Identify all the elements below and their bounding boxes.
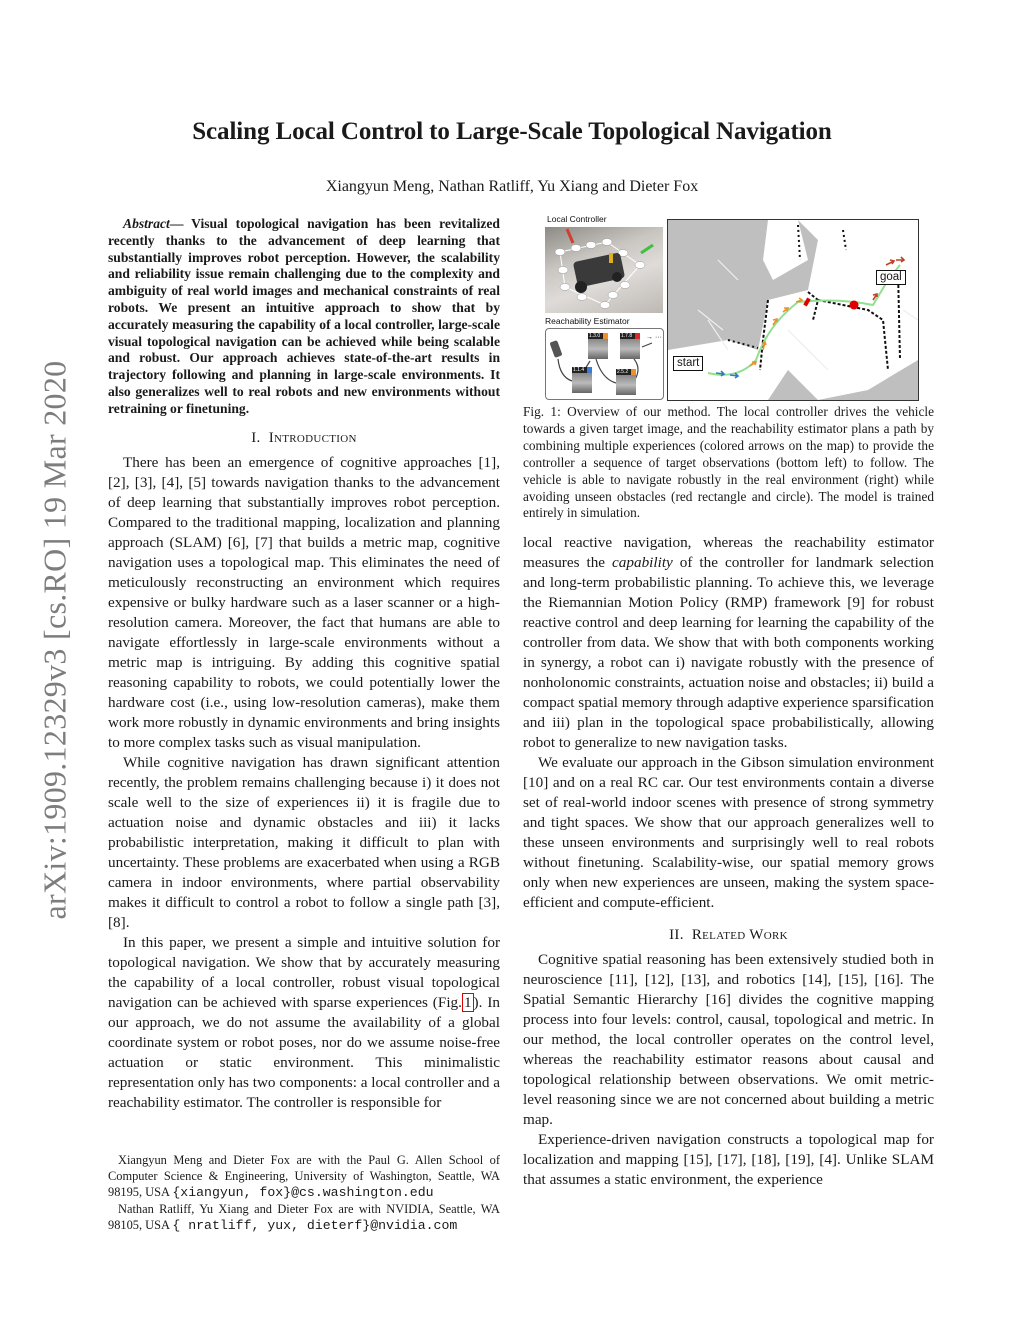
footnote-nvidia: [108, 1201, 500, 1234]
footnote-uw: [108, 1152, 500, 1201]
thumbnail-tag: 1.1.4: [572, 367, 592, 373]
arxiv-stamp: arXiv:1909.12329v3 [cs.RO] 19 Mar 2020: [36, 360, 73, 920]
section-heading-introduction: [108, 428, 500, 448]
thumbnail-color-swatch: [631, 369, 636, 375]
footnote-uw-text: Xiangyun Meng and Dieter Fox are with the Paul G. Allen School of Computer Science & Engineering, University of Washington, Seattle, WA 98195, USA: [108, 1153, 500, 1199]
occupancy-map: [667, 219, 919, 401]
figure-1: [543, 213, 935, 401]
intro-paragraph-2: While cognitive navigation has drawn significant attention recently, the problem remains challenging because i) it does not scale well to the size of experiences ii) it is fragile due to actuation noise and dynamic obstacles and iii) it lacks probabilistic interpretation, making it difficult to plan with uncertainty. These problems are exacerbated when using a RGB camera in indoor environments, where partial observability makes it difficult to control a robot to follow a single path [3], [8].: [108, 753, 500, 931]
section-number: I.: [251, 429, 261, 446]
abstract-text: Visual topological navigation has been revitalized recently thanks to the advancement of deep learning that substantially improves robot perception. However, the scalability and reliability issue remain challenging due to the complexity and ambiguity of real world images and mechanical constraints of real robots. We present an intuitive approach to show that by accurately measuring the capability of a local controller, large-scale visual topological navigation can be achieved while being scalable and robust. Our approach achieves state-of-the-art results in trajectory following and planning in large-scale environments. It also generalizes well to real robots and new environments without retraining or finetuning.: [108, 216, 500, 416]
thumbnail-tag: 1.7.8: [620, 333, 640, 339]
reachability-estimator-label: Reachability Estimator: [545, 316, 630, 326]
figure-1-caption: Fig. 1: Overview of our method. The local controller drives the vehicle towards a given target image, and the reachability estimator plans a path by combining multiple experiences (colored arrows on the map) to provide the controller a sequence of target observations (bottom left) to follow. The vehicle is able to navigate robustly in the real environment (right) while avoiding unseen obstacles (red rectangle and circle). The model is trained entirely in simulation.: [523, 404, 934, 521]
figure-1-link[interactable]: 1: [463, 993, 472, 1011]
related-paragraph-1: Cognitive spatial reasoning has been extensively studied both in neuroscience [11], [12], [13], and robotics [14], [15], [16]. The Spatial Semantic Hierarchy [16] divides the cognitive mapping process into four levels: control, causal, topological and metric. In our method, the local controller operates on the control level, whereas the reachability estimator reasons about causal and topological relationship between observations. We omit metric-level reasoning since we are not concerned about building a metric map.: [523, 951, 934, 1128]
footnote-uw-email: {xiangyun, fox}@cs.washington.edu: [172, 1185, 434, 1200]
thumbnail-tag: 1.3.0: [588, 333, 608, 339]
abstract: [108, 216, 500, 418]
reachability-estimator-panel: [545, 328, 664, 400]
continuation-ellipsis: → ···: [646, 334, 662, 341]
paper-title: Scaling Local Control to Large-Scale Topological Navigation: [192, 118, 832, 145]
paper-authors: Xiangyun Meng, Nathan Ratliff, Yu Xiang and Dieter Fox: [325, 178, 699, 195]
abstract-dash: —: [169, 216, 184, 231]
thumbnail-color-swatch: [587, 367, 592, 373]
section-number: II.: [669, 927, 684, 943]
intro-paragraph-1: There has been an emergence of cognitive approaches [1], [2], [3], [4], [5] towards navigation thanks to the advancement of deep learning that substantially improves robot perception. Compared to the traditional mapping, localization and planning approach (SLAM) [6], [7] that builds a metric map, cognitive navigation uses a topological map. This eliminates the need of meticulously reconstructing an environment which requires expensive or bulky hardware such as a laser scanner or a high-resolution camera. Moreover, the fact that humans are able to navigate effortlessly in large-scale environments without a metric map is intriguing. By adding this cognitive spatial reasoning capability to robots, we could potentially lower the hardware cost (i.e., using low-resolution cameras), make them work more robustly in dynamic environments and bring insights to more complex tasks such as visual manipulation.: [108, 453, 500, 751]
obstacle-circle: [850, 301, 859, 310]
rc-car-illustration: [545, 227, 663, 313]
footnote-nvidia-email: { nratliff, yux, dieterf}@nvidia.com: [172, 1218, 458, 1233]
footnotes: [108, 1152, 500, 1234]
map-goal-label: goal: [876, 270, 906, 285]
observation-thumbnail: [620, 333, 640, 359]
map-drawing: [668, 220, 918, 400]
observation-thumbnail: [572, 367, 592, 393]
right-paragraph-2: We evaluate our approach in the Gibson simulation environment [10] and on a real RC car. Our test environments contain a diverse set of real-world indoor scenes with presence of strong symmetry and tight spaces. We show that our approach generalizes well to these unseen environments and surprisingly well to real robots without finetuning. Scalability-wise, our spatial memory grows only when new experiences are unseen, making the system space-efficient and compute-efficient.: [523, 754, 934, 911]
related-paragraph-2: Experience-driven navigation constructs a topological map for localization and mapping [15], [17], [18], [19], [4]. Unlike SLAM that assumes a static environment, the experience: [523, 1131, 934, 1188]
map-start-label: start: [673, 356, 703, 371]
section-heading-related-work: [523, 925, 934, 945]
local-controller-photo: [545, 227, 663, 313]
footnote-nvidia-text: Nathan Ratliff, Yu Xiang and Dieter Fox are with NVIDIA, Seattle, WA 98105, USA: [108, 1202, 500, 1232]
intro-p3-part-a: In this paper, we present a simple and intuitive solution for topological navigation. We show that by accurately measuring the capability of a local controller, robust visual topological navigation can be achieved with sparse experiences (Fig.: [108, 933, 500, 1011]
section-title: Related Work: [691, 927, 788, 943]
emphasis-capability: capability: [612, 554, 673, 571]
intro-paragraph-3: [108, 933, 500, 1113]
abstract-lead: Abstract: [123, 216, 170, 231]
right-paragraph-1: local reactive navigation, whereas the reachability estimator measures the capability of the controller for landmark selection and long-term probabilistic planning. To achieve this, we leverage the Riemannian Motion Policy (RMP) framework [9] for robust reactive control and deep learning for learning the capability of the controller from data. We show that with both components working in synergy, a robot can i) navigate robustly with the presence of nonholonomic constraints, actuation noise and obstacles; ii) build a compact spatial memory through adaptive experience sparsification and iii) plan in the topological space probabilistically, allowing robot to generalize to new navigation tasks.: [523, 534, 934, 751]
observation-thumbnail: [616, 369, 636, 395]
right-column: [523, 533, 934, 1190]
section-title: Introduction: [268, 429, 357, 446]
thumbnail-tag: 2.5.2: [616, 369, 636, 375]
thumbnail-color-swatch: [635, 333, 640, 339]
local-controller-label: Local Controller: [547, 214, 607, 224]
intro-p3-part-b: ). In our approach, we do not assume the availability of a global coordinate system or robot poses, nor do we assume noise-free actuation or static environment. This minimalistic representation only has two components: a local controller and a reachability estimator. The controller is responsible for: [108, 993, 500, 1111]
thumbnail-color-swatch: [603, 333, 608, 339]
observation-thumbnail: [588, 333, 608, 359]
left-column: [108, 216, 500, 1113]
